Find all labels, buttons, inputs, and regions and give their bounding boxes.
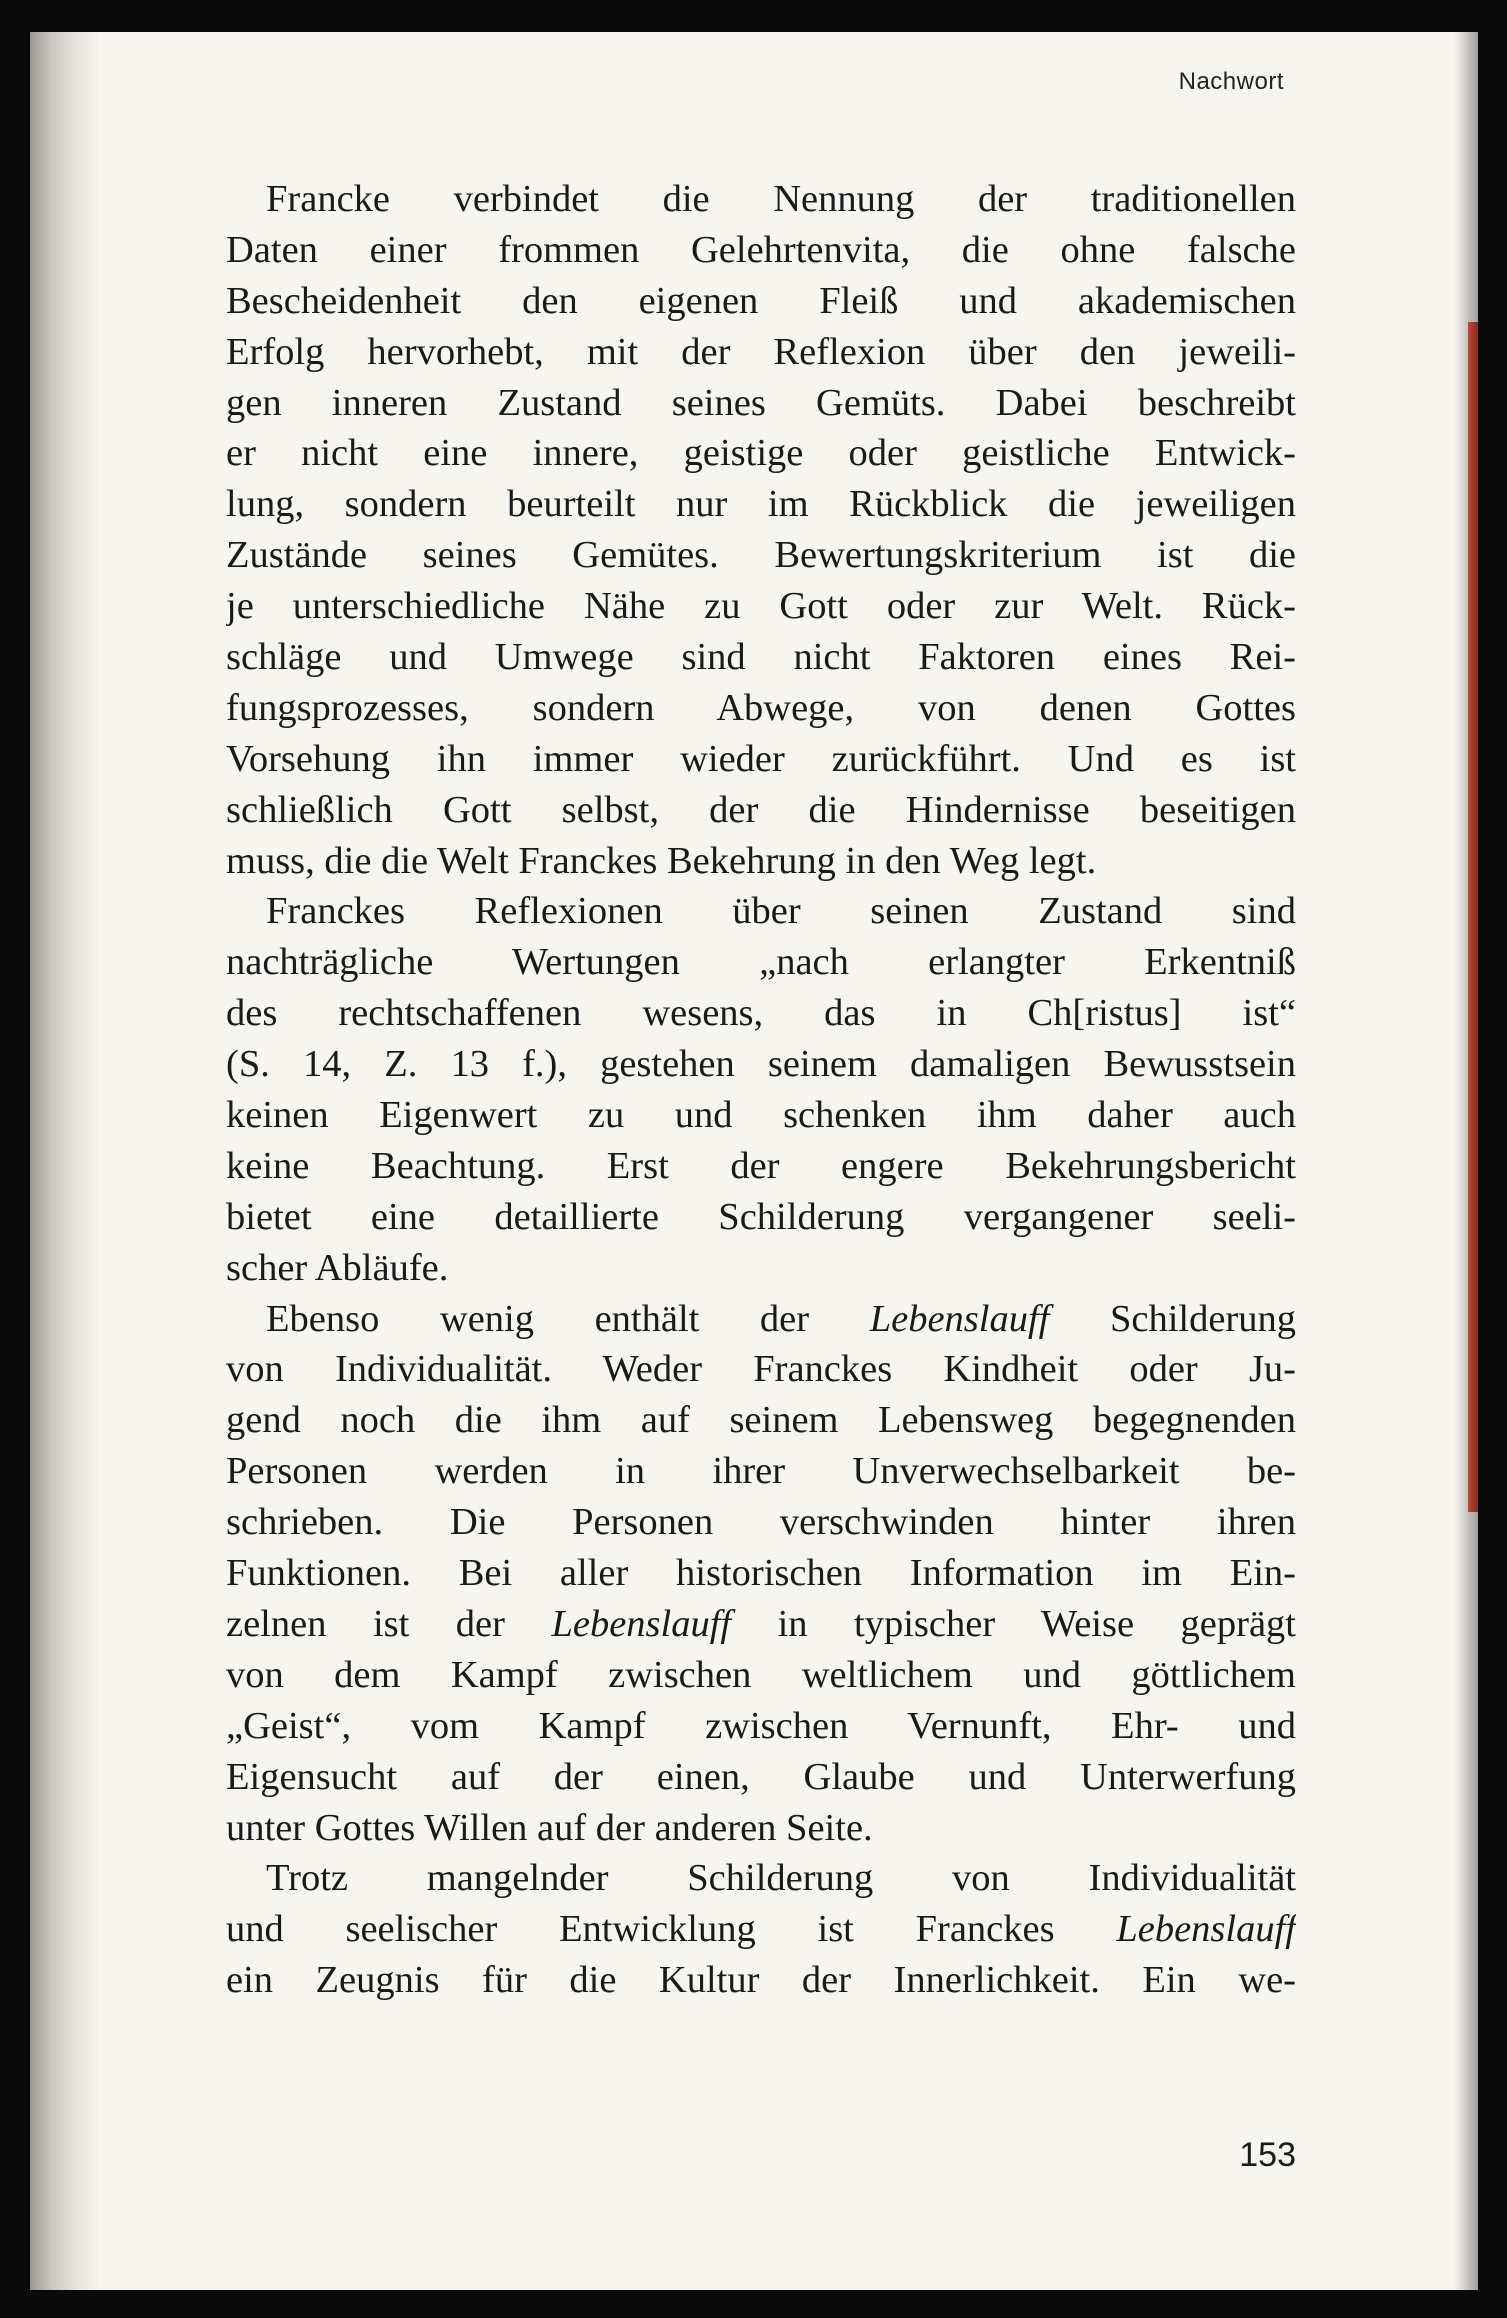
- italic-title: Lebenslauff: [869, 1297, 1050, 1340]
- text-line: Funktionen. Bei aller historischen Information im Ein-: [226, 1552, 1296, 1595]
- italic-title: Lebenslauff: [551, 1602, 732, 1645]
- text-line: [226, 1904, 1296, 1955]
- text-line-segment: Schilderung: [1049, 1297, 1296, 1340]
- text-line: er nicht eine innere, geistige oder geistliche Entwick-: [226, 432, 1296, 475]
- page-gutter-shadow: [30, 32, 100, 2290]
- text-line: (S. 14, Z. 13 f.), gestehen seinem damaligen Bewusstsein: [226, 1043, 1296, 1086]
- text-line: ein Zeugnis für die Kultur der Innerlichkeit. Ein we-: [226, 1959, 1296, 2002]
- text-line-segment: zelnen ist der: [226, 1602, 552, 1645]
- text-line-segment: Ebenso wenig enthält der: [266, 1297, 870, 1340]
- italic-title: Lebenslauff: [1116, 1908, 1296, 1951]
- running-head: Nachwort: [1178, 68, 1284, 95]
- text-line: Daten einer frommen Gelehrtenvita, die ohne falsche: [226, 228, 1296, 271]
- text-line: nachträgliche Wertungen „nach erlangter Erkentniß: [226, 941, 1296, 984]
- text-line: von Individualität. Weder Franckes Kindheit oder Ju-: [226, 1348, 1296, 1391]
- text-line: schließlich Gott selbst, der die Hindernisse beseitigen: [226, 788, 1296, 831]
- text-line: gen inneren Zustand seines Gemüts. Dabei beschreibt: [226, 381, 1296, 424]
- text-line: Franckes Reflexionen über seinen Zustand sind: [266, 890, 1296, 933]
- text-line: Trotz mangelnder Schilderung von Individualität: [266, 1857, 1296, 1900]
- text-line: schrieben. Die Personen verschwinden hinter ihren: [226, 1501, 1296, 1544]
- text-line: Personen werden in ihrer Unverwechselbarkeit be-: [226, 1450, 1296, 1493]
- text-line: [226, 1599, 1296, 1650]
- body-text: [226, 174, 1296, 2006]
- text-line: des rechtschaffenen wesens, das in Ch[ristus] ist“: [226, 992, 1296, 1035]
- text-line: lung, sondern beurteilt nur im Rückblick die jeweiligen: [226, 483, 1296, 526]
- text-line: scher Abläufe.: [226, 1246, 449, 1289]
- page-number: 153: [1239, 2136, 1296, 2174]
- text-line: bietet eine detaillierte Schilderung vergangener seeli-: [226, 1195, 1296, 1238]
- text-line: schläge und Umwege sind nicht Faktoren eines Rei-: [226, 636, 1296, 679]
- text-line: Zustände seines Gemütes. Bewertungskriterium ist die: [226, 534, 1296, 577]
- text-line: von dem Kampf zwischen weltlichem und göttlichem: [226, 1653, 1296, 1696]
- text-line: [226, 1294, 1296, 1345]
- text-line: Francke verbindet die Nennung der traditionellen: [266, 178, 1296, 220]
- text-line: „Geist“, vom Kampf zwischen Vernunft, Ehr- und: [226, 1704, 1296, 1747]
- text-line: muss, die die Welt Franckes Bekehrung in den Weg legt.: [226, 839, 1097, 882]
- text-line-segment: in typischer Weise geprägt: [731, 1602, 1296, 1645]
- text-line: Bescheidenheit den eigenen Fleiß und akademischen: [226, 279, 1296, 322]
- text-line: Eigensucht auf der einen, Glaube und Unterwerfung: [226, 1755, 1296, 1798]
- text-line: keinen Eigenwert zu und schenken ihm daher auch: [226, 1094, 1296, 1137]
- text-line: je unterschiedliche Nähe zu Gott oder zur Welt. Rück-: [226, 585, 1296, 628]
- text-line: Vorsehung ihn immer wieder zurückführt. Und es ist: [226, 737, 1296, 780]
- text-line: Erfolg hervorhebt, mit der Reflexion über den jeweili-: [226, 330, 1296, 373]
- text-line: unter Gottes Willen auf der anderen Seite.: [226, 1806, 873, 1849]
- text-line: fungsprozesses, sondern Abwege, von denen Gottes: [226, 686, 1296, 729]
- page-edge-marker: [1468, 322, 1478, 1512]
- text-line: gend noch die ihm auf seinem Lebensweg begegnenden: [226, 1399, 1296, 1442]
- text-line: keine Beachtung. Erst der engere Bekehrungsbericht: [226, 1144, 1296, 1187]
- text-line-segment: und seelischer Entwicklung ist Franckes: [226, 1908, 1117, 1951]
